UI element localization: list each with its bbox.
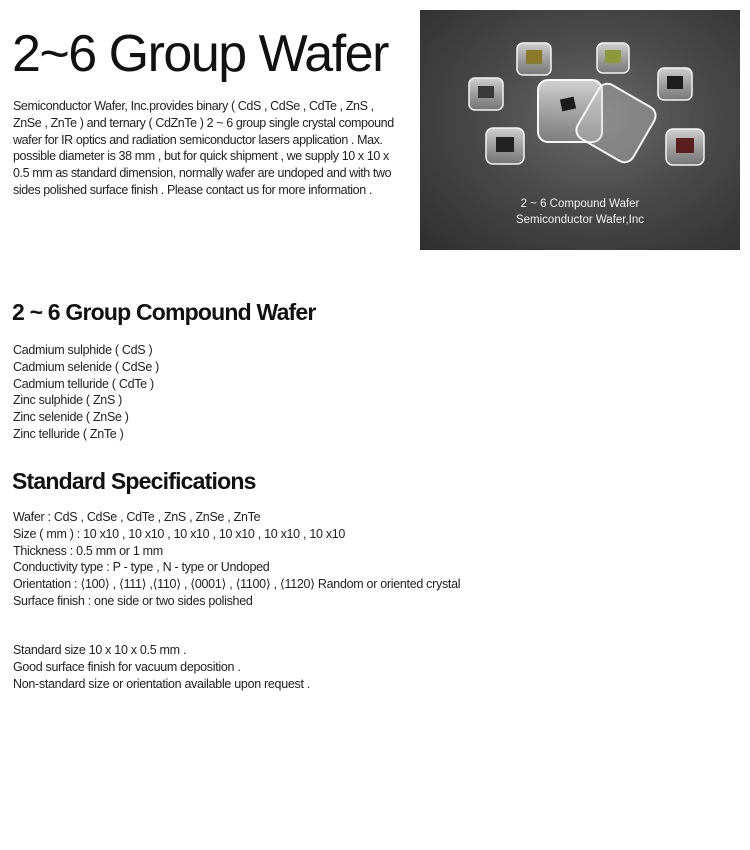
wafer-box bbox=[469, 78, 503, 110]
list-item: Cadmium sulphide ( CdS ) bbox=[13, 343, 153, 357]
page-title: 2~6 Group Wafer bbox=[12, 25, 388, 83]
notes-list bbox=[13, 642, 310, 692]
list-item: Cadmium selenide ( CdSe ) bbox=[13, 359, 160, 374]
list-item: Zinc telluride ( ZnTe ) bbox=[13, 426, 124, 441]
note-item: Good surface finish for vacuum deposition . bbox=[13, 659, 241, 674]
wafer-box bbox=[658, 68, 692, 100]
photo-caption-line2: Semiconductor Wafer,Inc bbox=[515, 214, 645, 226]
wafer-box bbox=[597, 43, 629, 73]
list-item: Surface finish : one side or two sides polished bbox=[13, 593, 253, 608]
wafer-box bbox=[486, 128, 524, 164]
note-item: Standard size 10 x 10 x 0.5 mm . bbox=[13, 643, 187, 657]
compound-list bbox=[13, 342, 159, 443]
wafer-box bbox=[666, 129, 704, 165]
list-item: Orientation : ⟨100⟩ , ⟨111⟩ ,⟨110⟩ , ⟨0001⟩ , ⟨1100⟩ , ⟨1120⟩ Random or oriented crystal bbox=[13, 577, 461, 592]
large-wafer-box bbox=[538, 80, 659, 166]
photo-caption-line1: 2 ~ 6 Compound Wafer bbox=[520, 198, 640, 210]
list-item: Cadmium telluride ( CdTe ) bbox=[13, 376, 154, 391]
product-photo bbox=[420, 10, 740, 250]
list-item: Thickness : 0.5 mm or 1 mm bbox=[13, 543, 163, 558]
list-item: Size ( mm ) : 10 x10 , 10 x10 , 10 x10 , 10 x10 , 10 x10 , 10 x10 bbox=[13, 526, 346, 541]
intro-paragraph: Semiconductor Wafer, Inc.provides binary ( CdS , CdSe , CdTe , ZnS , ZnSe , ZnTe ) and ternary ( CdZnTe ) 2 ~ 6 group single crystal compound wafer for IR optics and radiation semiconductor lasers application . Max. possible diameter is 38 mm , but for quick shipment , we supply 10 x 10 x 0.5 mm as standard dimension, normally wafer are undoped and with two sides polished surface finish . Please contact us for more information . bbox=[13, 99, 394, 197]
specifications-heading: Standard Specifications bbox=[12, 468, 256, 494]
note-item: Non-standard size or orientation available upon request . bbox=[13, 676, 310, 691]
specifications-list bbox=[13, 509, 460, 610]
list-item: Zinc selenide ( ZnSe ) bbox=[13, 410, 129, 425]
wafer-box bbox=[517, 43, 551, 75]
list-item: Conductivity type : P - type , N - type or Undoped bbox=[13, 560, 270, 575]
list-item: Wafer : CdS , CdSe , CdTe , ZnS , ZnSe , ZnTe bbox=[13, 510, 261, 524]
compound-section-heading: 2 ~ 6 Group Compound Wafer bbox=[12, 299, 316, 325]
list-item: Zinc sulphide ( ZnS ) bbox=[13, 393, 123, 408]
